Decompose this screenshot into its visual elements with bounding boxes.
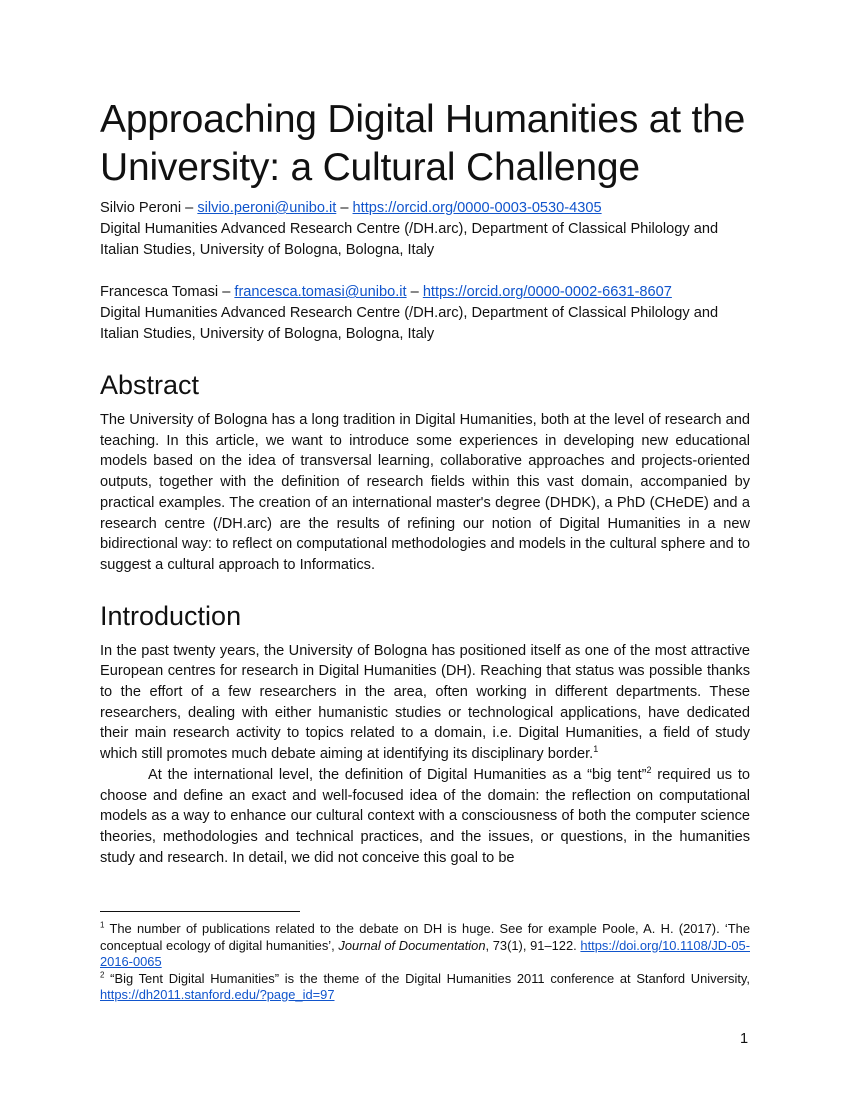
- footnote-marker[interactable]: 2: [646, 764, 652, 775]
- paragraph-text: At the international level, the definition of Digital Humanities as a “big tent”: [148, 766, 647, 783]
- conference-link[interactable]: https://dh2011.stanford.edu/?page_id=97: [100, 987, 335, 1002]
- introduction-paragraph-1: [100, 641, 750, 765]
- author-separator: –: [336, 200, 353, 216]
- author-block: [100, 198, 750, 261]
- doi-link[interactable]: https://doi.org/10.1108/JD-05-2016-0065: [100, 937, 750, 969]
- author-name: Silvio Peroni: [100, 200, 182, 216]
- page-body: [100, 96, 750, 868]
- page-number: 1: [740, 1031, 749, 1047]
- paper-title: Approaching Digital Humanities at the University: a Cultural Challenge: [100, 98, 746, 189]
- author-orcid-link[interactable]: https://orcid.org/0000-0003-0530-4305: [352, 200, 602, 216]
- footnote-1: [100, 921, 750, 971]
- footnote-divider: [100, 911, 300, 912]
- author-affiliation: Digital Humanities Advanced Research Centre (/DH.arc), Department of Classical Philology and Italian Studies, University of Bologna, Bologna, Italy: [100, 221, 719, 258]
- abstract-heading: Abstract: [100, 370, 200, 400]
- abstract-text: The University of Bologna has a long tradition in Digital Humanities, both at the level of research and teaching. In this article, we want to introduce some experiences in developing new educational models based on the idea of transversal learning, collaborative approaches and projects-oriented outputs, together with the definition of research fields within this vast domain, accompanied by practical examples. The creation of an international master's degree (DHDK), a PhD (CHeDE) and a research centre (/DH.arc) are the results of refining our notion of Digital Humanities in a new bidirectional way: to reflect on computational methodologies and models in the cultural sphere and to suggest a cultural approach to Informatics.: [100, 412, 750, 573]
- footnote-text: , 73(1), 91–122.: [485, 937, 581, 953]
- footnotes: [100, 921, 750, 1004]
- footnote-number: 2: [100, 970, 105, 980]
- author-separator: –: [406, 284, 423, 300]
- author-orcid-link[interactable]: https://orcid.org/0000-0002-6631-8607: [422, 284, 672, 300]
- paragraph-text: In the past twenty years, the University of Bologna has positioned itself as one of the most attractive European centres for research in Digital Humanities (DH). Reaching that status was possible thanks to the effort of a few researchers in the area, often working in different departments. These researchers, dealing with either humanistic studies or technological applications, have dedicated their main research activity to topics related to a domain, i.e. Digital Humanities, a field of study which still promotes much debate aiming at identifying its disciplinary border.: [100, 642, 750, 763]
- journal-title: Journal of Documentation: [338, 937, 486, 953]
- author-email-link[interactable]: francesca.tomasi@unibo.it: [234, 284, 407, 300]
- introduction-heading: Introduction: [100, 600, 242, 631]
- introduction-section: [100, 600, 750, 869]
- author-separator: –: [218, 284, 235, 300]
- footnote-number: 1: [100, 920, 105, 930]
- author-email-link[interactable]: silvio.peroni@unibo.it: [197, 200, 337, 216]
- footnote-text: The number of publications related to the debate on DH is huge. See for example Poole, A. H. (2017). ‘The conceptual ecology of digital humanities’,: [100, 921, 750, 953]
- paragraph-text: required us to choose and define an exact and well-focused idea of the domain: the reflection on computational models as a way to enhance our cultural context with a consciousness of both the computer science theories, methodologies and technical practices, and the issues, or questions, in the humanities study and research. In detail, we did not conceive this goal to be: [100, 766, 750, 866]
- footnote-marker[interactable]: 1: [593, 744, 599, 755]
- author-block: [100, 282, 750, 345]
- abstract-section: [100, 369, 750, 576]
- author-affiliation: Digital Humanities Advanced Research Centre (/DH.arc), Department of Classical Philology and Italian Studies, University of Bologna, Bologna, Italy: [100, 305, 719, 342]
- author-separator: –: [181, 200, 198, 216]
- author-name: Francesca Tomasi: [100, 284, 219, 300]
- introduction-paragraph-2: [100, 765, 750, 869]
- footnote-2: [100, 971, 750, 1004]
- footnote-text: “Big Tent Digital Humanities” is the theme of the Digital Humanities 2011 conference at Stanford University,: [104, 970, 750, 986]
